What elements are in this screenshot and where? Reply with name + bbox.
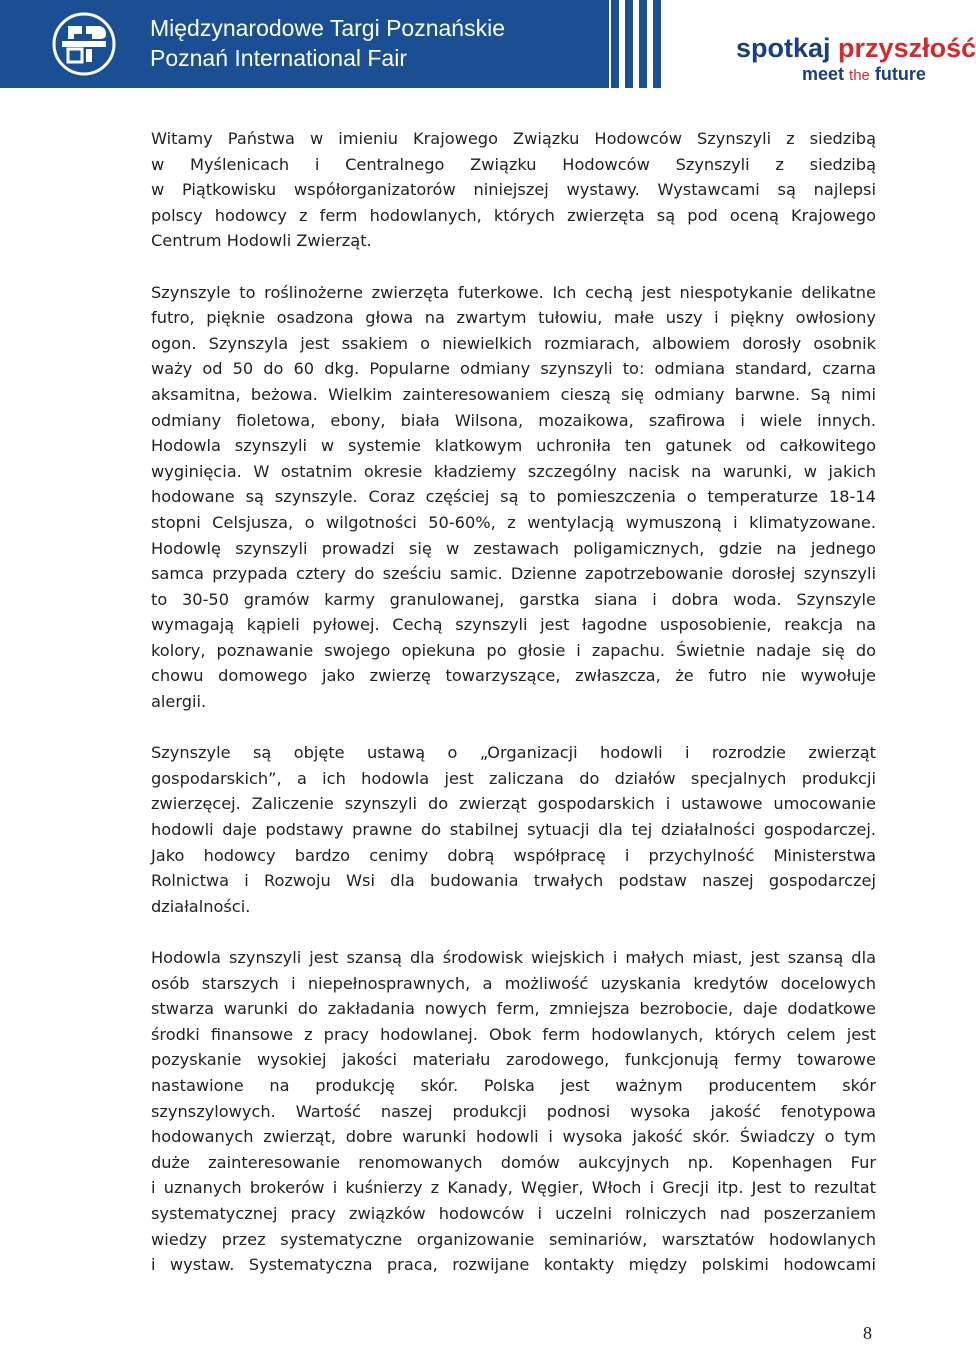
paragraph-line: Szynszyle są objęte ustawą o „Organizacji hodowli i rozrodzie zwierząt (151, 743, 876, 763)
paragraph-line: waży od 50 do 60 dkg. Popularne odmiany szynszyli to: odmiana standard, czarna (151, 359, 876, 379)
paragraph-line: w Piątkowisku współorganizatorów niniejszej wystawy. Wystawcami są najlepsi (151, 180, 876, 200)
header-band (0, 0, 609, 88)
header-title-line1: Międzynarodowe Targi Poznańskie (150, 15, 505, 41)
header-title-line2: Poznań International Fair (150, 45, 407, 71)
brand-word-meet: meet (802, 64, 845, 84)
paragraph-line: szynszylowych. Wartość naszej produkcji podnosi wysoka jakość fenotypowa (151, 1101, 876, 1121)
header-title (150, 13, 505, 73)
paragraph-line: stopni Celsjusza, o wilgotności 50-60%, z wentylacją wymuszoną i klimatyzowane. (151, 512, 876, 532)
paragraph-line: alergii. (151, 692, 207, 712)
header-stripes (611, 0, 661, 88)
paragraph-line: osób starszych i niepełnosprawnych, a możliwość uzyskania kredytów docelowych (151, 973, 876, 993)
paragraph-2 (151, 280, 876, 715)
paragraph-line: i wystaw. Systematyczna praca, rozwijane kontakty między polskimi hodowcami (151, 1255, 876, 1275)
paragraph-line: nastawione na produkcję skór. Polska jest ważnym producentem skór (151, 1075, 876, 1095)
paragraph-line: wyginięcia. W ostatnim okresie kładziemy szczególny nacisk na warunki, w jakich (151, 461, 876, 481)
paragraph-line: gospodarskich”, a ich hodowla jest zaliczana do działów specjalnych produkcji (151, 768, 876, 788)
paragraph-line: Jako hodowcy bardzo cenimy dobrą współpracę i przychylność Ministerstwa (151, 845, 876, 865)
paragraph-line: systematycznej pracy związków hodowców i uczelni rolniczych nad poszerzaniem (151, 1203, 876, 1223)
paragraph-line: działalności. (151, 896, 251, 916)
brand-word-future: future (874, 64, 926, 84)
paragraph-line: samca przypada cztery do sześciu samic. Dzienne zapotrzebowanie dorosłej szynszyli (151, 564, 876, 584)
page-number: 8 (863, 1323, 872, 1343)
paragraph-line: duże zainteresowanie renomowanych domów aukcyjnych np. Kopenhagen Fur (151, 1152, 876, 1172)
paragraph-line: Rolnictwa i Rozwoju Wsi dla budowania trwałych podstaw naszej gospodarczej (151, 871, 876, 891)
paragraph-line: Centrum Hodowli Zwierząt. (151, 231, 372, 251)
paragraph-line: hodowanych zwierząt, dobre warunki hodowli i wysoka jakość skór. Świadczy o tym (151, 1127, 876, 1147)
paragraph-line: Szynszyle to roślinożerne zwierzęta futerkowe. Ich cechą jest niespotykanie delikatne (151, 282, 876, 302)
paragraph-line: wiedzy przez systematyczne organizowanie seminariów, warsztatów hodowlanych (151, 1229, 876, 1249)
paragraph-line: aksamitna, beżowa. Wielkim zainteresowaniem cieszą się odmiany barwne. Są nimi (151, 384, 876, 404)
paragraph-line: stwarza warunki do zakładania nowych ferm, zmniejsza bezrobocie, daje dodatkowe (151, 999, 876, 1019)
brand-line2 (802, 63, 926, 87)
brand-line1 (736, 33, 976, 63)
paragraph-line: Hodowla szynszyli jest szansą dla środowisk wiejskich i małych miast, jest szansą dla (151, 948, 876, 967)
document-body (151, 126, 876, 1278)
paragraph-line: środki finansowe z pracy hodowlanej. Obok ferm hodowlanych, których celem jest (151, 1024, 876, 1044)
paragraph-line: futro, pięknie osadzona głowa na zwartym tułowiu, małe uszy i piękny owłosiony (151, 308, 876, 328)
paragraph-line: kolory, poznawanie swojego opiekuna po głosie i zapachu. Świetnie nadaje się do (151, 640, 876, 660)
paragraph-line: wymagają kąpieli pyłowej. Cechą szynszyli jest łagodne usposobienie, reakcja na (151, 615, 876, 635)
page-header (0, 0, 976, 88)
brand-word-the: the (849, 67, 870, 84)
paragraph-line: w Myślenicach i Centralnego Związku Hodowców Szynszyli z siedzibą (151, 154, 876, 174)
paragraph-line: polscy hodowcy z ferm hodowlanych, których zwierzęta są pod oceną Krajowego (151, 205, 876, 225)
paragraph-3 (151, 740, 876, 919)
paragraph-line: chowu domowego jako zwierzę towarzyszące, zwłaszcza, że futro nie wywołuje (151, 666, 876, 686)
paragraph-line: odmiany fioletowa, ebony, biała Wilsona, mozaikowa, szafirowa i wiele innych. (151, 410, 876, 430)
paragraph-line: hodowane są szynszyle. Coraz częściej są to pomieszczenia o temperaturze 18-14 (151, 487, 876, 507)
paragraph-line: ogon. Szynszyla jest ssakiem o niewielkich rozmiarach, albowiem dorosły osobnik (151, 333, 876, 353)
brand-word-spotkaj: spotkaj (736, 33, 831, 63)
paragraph-line: zwierzęcej. Zaliczenie szynszyli do zwierząt gospodarskich i ustawowe umocowanie (151, 794, 876, 814)
brand-word-przyszlosc: przyszłość (838, 33, 976, 63)
paragraph-line: Hodowlę szynszyli prowadzi się w zestawach poligamicznych, gdzie na jednego (151, 538, 876, 558)
paragraph-line: i uznanych brokerów i kuśnierzy z Kanady, Węgier, Włoch i Grecji itp. Jest to rezultat (151, 1178, 876, 1198)
paragraph-line: Hodowla szynszyli w systemie klatkowym uchroniła ten gatunek od całkowitego (151, 436, 876, 456)
paragraph-line: pozyskanie wysokiej jakości materiału zarodowego, funkcjonują fermy towarowe (151, 1050, 876, 1070)
paragraph-line: hodowli daje podstawy prawne do stabilnej sytuacji dla tej działalności gospodarczej. (151, 820, 876, 840)
mtp-logo-icon (52, 12, 116, 76)
paragraph-4 (151, 945, 876, 1278)
paragraph-line: to 30-50 gramów karmy granulowanej, garstka siana i dobra woda. Szynszyle (151, 589, 876, 609)
brand-logo (736, 33, 976, 85)
paragraph-line: Witamy Państwa w imieniu Krajowego Związku Hodowców Szynszyli z siedzibą (151, 129, 876, 148)
paragraph-1 (151, 126, 876, 254)
